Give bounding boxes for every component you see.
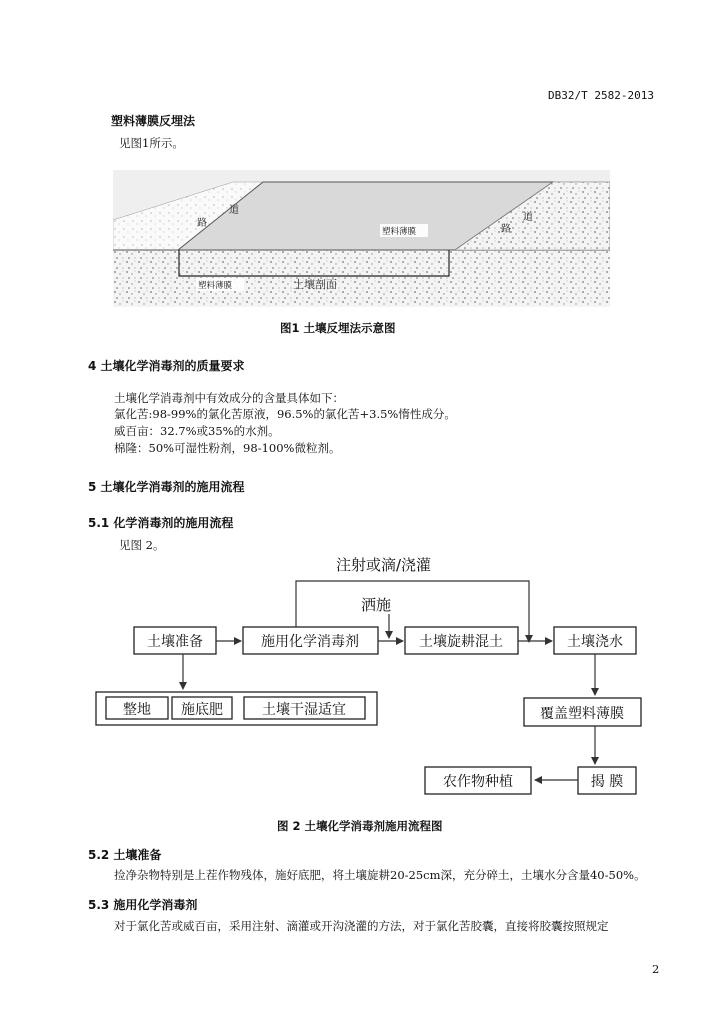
section4-heading: 4 土壤化学消毒剂的质量要求 (88, 359, 245, 373)
label-film-top: 塑料薄膜 (382, 227, 417, 237)
sec53-text: 对于氯化苦或威百亩，采用注射、滴灌或开沟浇灌的方法，对于氯化苦胶囊，直接将胶囊按照规定 (114, 919, 609, 933)
figure1-caption: 图1 土壤反埋法示意图 (280, 321, 396, 335)
label-spray: 洒施 (361, 596, 392, 614)
figure2-caption: 图 2 土壤化学消毒剂施用流程图 (277, 819, 443, 833)
box-leveling-label: 整地 (123, 702, 151, 718)
box-base-fertilizer-label: 施底肥 (181, 702, 223, 718)
label-film-bottom: 塑料薄膜 (198, 281, 233, 291)
section53-heading: 5.3 施用化学消毒剂 (88, 898, 198, 912)
box-crop-planting-label: 农作物种植 (443, 774, 513, 790)
label-soil-section: 土壤剖面 (293, 278, 337, 291)
soil-section (113, 250, 610, 307)
page-number: 2 (652, 962, 660, 976)
box-moisture-label: 土壤干湿适宜 (262, 702, 346, 718)
doc-code: DB32/T 2582-2013 (548, 89, 654, 102)
box-soil-water-label: 土壤浇水 (567, 634, 623, 650)
figure1-diagram (113, 170, 610, 307)
figure1-reference: 见图1所示。 (119, 136, 184, 150)
box-soil-prep-label: 土壤准备 (147, 634, 203, 650)
label-road-left-2: 路 (197, 218, 207, 229)
box-rotary-till-label: 土壤旋耕混土 (419, 634, 503, 650)
section52-heading: 5.2 土壤准备 (88, 848, 162, 862)
sec4-line-2: 氯化苦:98-99%的氯化苦原液，96.5%的氯化苦+3.5%惰性成分。 (114, 407, 456, 421)
sec4-line-3: 威百亩：32.7%或35%的水剂。 (114, 424, 280, 438)
section-title-film: 塑料薄膜反埋法 (111, 114, 196, 128)
sec4-line-1: 土壤化学消毒剂中有效成分的含量具体如下： (114, 391, 344, 405)
figure2-flowchart (0, 550, 724, 805)
figure2-reference: 见图 2。 (119, 538, 165, 552)
label-road-right-2: 路 (501, 224, 511, 235)
sec4-line-4: 棉隆：50%可湿性粉剂，98-100%微粒剂。 (114, 441, 341, 455)
box-apply-disinfectant-label: 施用化学消毒剂 (261, 634, 359, 650)
label-injection: 注射或滴/浇灌 (336, 556, 432, 574)
section51-heading: 5.1 化学消毒剂的施用流程 (88, 516, 234, 530)
label-road-left-1: 道 (229, 205, 239, 216)
label-road-right-1: 道 (523, 212, 533, 223)
sec52-text: 捡净杂物特别是上茬作物残体，施好底肥，将土壤旋耕20-25cm深，充分碎土，土壤水分含量40-50%。 (114, 868, 646, 882)
section5-heading: 5 土壤化学消毒剂的施用流程 (88, 480, 245, 494)
box-remove-film-label: 揭 膜 (590, 774, 624, 790)
box-cover-film-label: 覆盖塑料薄膜 (540, 706, 624, 722)
